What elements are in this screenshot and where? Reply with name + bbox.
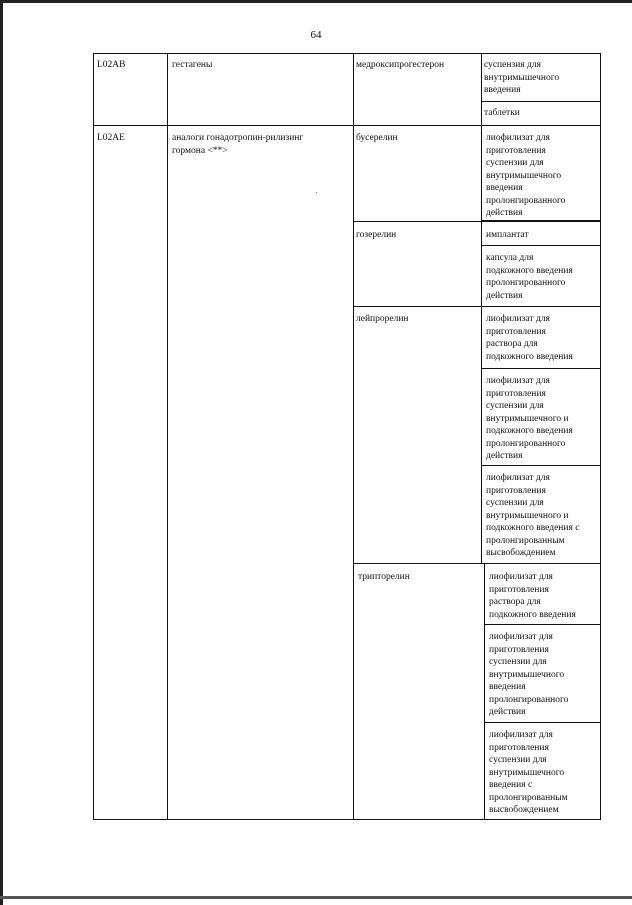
dosage-form-cell: лиофилизат для приготовления суспензии для внутримышечного введения пролонгированного действия [486, 133, 566, 218]
dosage-form-cell: имплантат [486, 230, 529, 240]
atc-code-cell: L02AB [97, 60, 126, 70]
table-border-bottom [93, 819, 601, 820]
row-divider [353, 221, 601, 222]
scan-border-top [0, 0, 632, 3]
row-divider [481, 368, 601, 369]
row-divider [481, 245, 601, 246]
column-divider [484, 563, 485, 820]
atc-code-cell: L02AE [97, 133, 125, 143]
dosage-form-cell: капсула для подкожного введения пролонгированного действия [486, 253, 573, 301]
dosage-form-cell: суспензия для внутримышечного введения [484, 60, 560, 95]
dosage-form-cell: лиофилизат для приготовления суспензии для внутримышечного и подкожного введения пролонгированного действия [486, 376, 573, 461]
table-border-right [600, 53, 601, 820]
group-cell: аналоги гонадотропин-рилизинг гормона <**> [172, 133, 304, 156]
table-border-left [93, 53, 94, 820]
dosage-form-cell: лиофилизат для приготовления раствора для подкожного введения [489, 572, 576, 620]
substance-cell: медроксипрогестерон [356, 60, 445, 70]
scan-border-bottom [0, 896, 632, 899]
substance-cell: гозерелин [356, 230, 397, 240]
scan-speck [316, 192, 317, 193]
dosage-form-cell: лиофилизат для приготовления суспензии для внутримышечного и подкожного введения с пролонгированным высвобождением [486, 473, 580, 558]
row-divider [484, 722, 601, 723]
substance-cell: бусерелин [356, 133, 398, 143]
dosage-form-cell: таблетки [484, 108, 520, 118]
dosage-form-cell: лиофилизат для приготовления суспензии для внутримышечного введения пролонгированного действия [489, 632, 569, 717]
row-divider [484, 624, 601, 625]
column-divider [353, 53, 354, 820]
page-number: 64 [310, 29, 322, 41]
row-divider [481, 465, 601, 466]
row-divider [353, 306, 601, 307]
column-divider [167, 53, 168, 820]
group-cell: гестагены [172, 60, 213, 70]
substance-cell: лейпрорелин [356, 314, 409, 324]
column-divider [481, 53, 482, 564]
row-divider [353, 563, 601, 564]
dosage-form-cell: лиофилизат для приготовления раствора для подкожного введения [486, 314, 573, 362]
substance-cell: трипторелин [358, 572, 410, 582]
row-divider [481, 101, 601, 102]
scan-border-left [0, 0, 3, 905]
table-border-top [93, 53, 601, 54]
dosage-form-cell: лиофилизат для приготовления суспензии для внутримышечного введения с пролонгированным высвобождением [489, 730, 568, 815]
row-divider [93, 125, 601, 126]
